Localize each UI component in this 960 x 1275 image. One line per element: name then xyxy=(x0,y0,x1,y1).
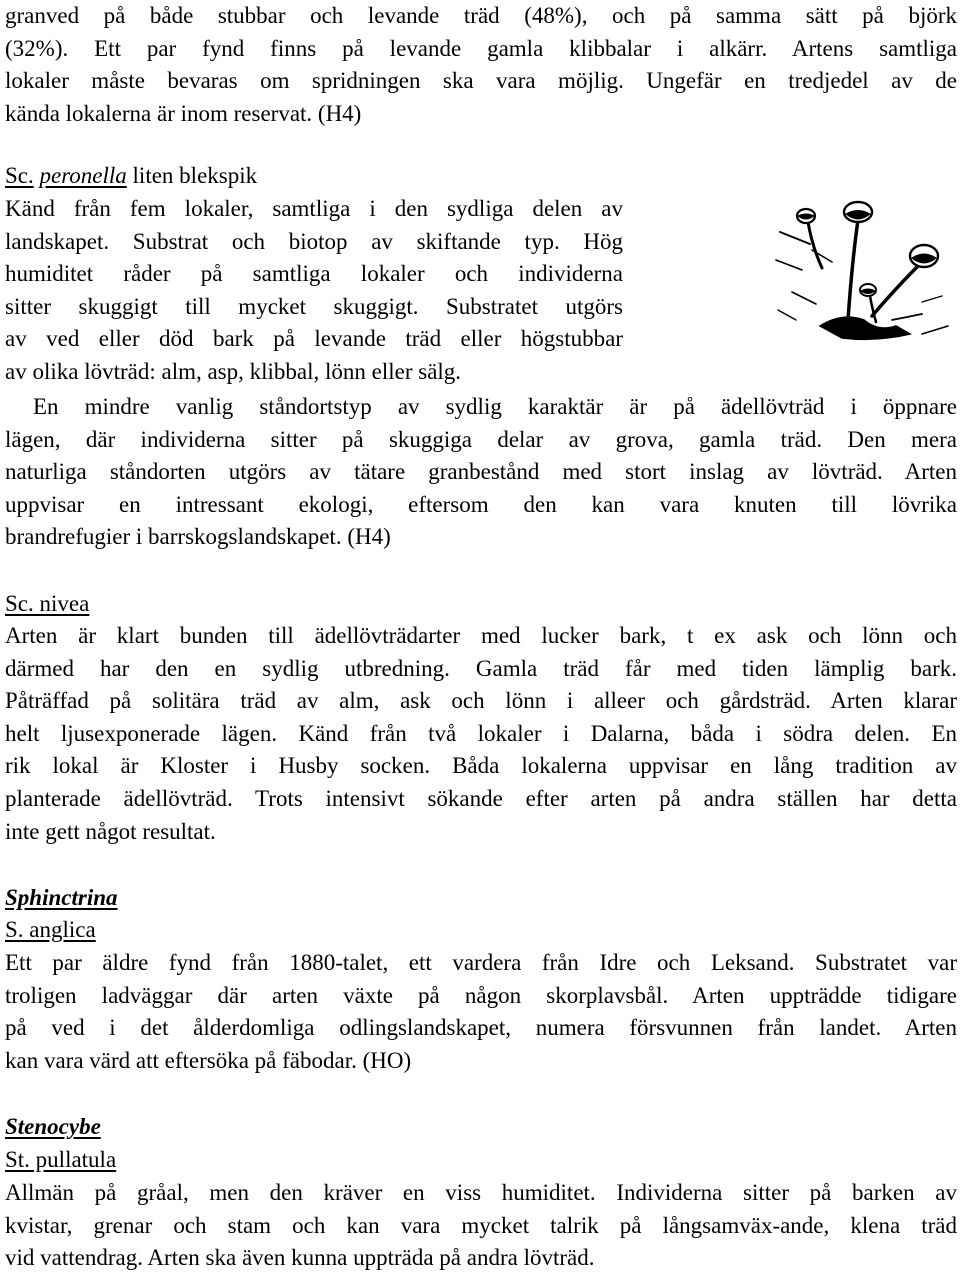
genus-heading-sphinctrina xyxy=(5,882,118,915)
anglica-line: troligen ladväggar där arten växte på någon skorplavsbål. Arten uppträdde tidigare xyxy=(5,982,957,1008)
pullatula-line: Allmän på gråal, men den kräver en viss humiditet. Individerna sitter på barken av xyxy=(5,1180,957,1205)
peronella-paragraph xyxy=(5,193,623,389)
species-epithet: peronella xyxy=(39,163,127,188)
nivea-paragraph xyxy=(5,620,957,848)
intro-line: lokaler måste bevaras om spridningen ska vara möjlig. Ungefär en tredjedel av de xyxy=(5,68,957,94)
species-heading-anglica xyxy=(5,914,96,947)
pullatula-paragraph xyxy=(5,1177,957,1275)
peronella-line: uppvisar en intressant ekologi, eftersom den kan vara knuten till lövrika xyxy=(5,491,957,517)
intro-line: kända lokalerna är inom reservat. (H4) xyxy=(5,100,362,126)
species-heading-nivea xyxy=(5,588,89,621)
anglica-line: kan vara värd att eftersöka på fäbodar. (HO) xyxy=(5,1047,412,1073)
species-name: Sc. nivea xyxy=(5,591,90,616)
nivea-line: planterade ädellövträd. Trots intensivt sökande efter arten på andra ställen har detta xyxy=(5,785,957,811)
nivea-line: rik lokal är Kloster i Husby socken. Båda lokalerna uppvisar en lång tradition av xyxy=(5,753,957,779)
peronella-line: Känd från fem lokaler, samtliga i den sydliga delen av xyxy=(5,196,623,221)
nivea-line: helt ljusexponerade lägen. Känd från två lokaler i Dalarna, båda i södra delen. En xyxy=(5,720,957,746)
peronella-line: av olika lövträd: alm, asp, klibbal, lönn eller sälg. xyxy=(5,358,462,384)
peronella-line: En mindre vanlig ståndortstyp av sydlig karaktär är på ädellövträd i öppnare xyxy=(33,394,957,419)
common-name: liten blekspik xyxy=(132,163,258,188)
intro-line: (32%). Ett par fynd finns på levande gamla klibbalar i alkärr. Artens samtliga xyxy=(5,35,957,61)
nivea-line: Påträffad på solitära träd av alm, ask och lönn i alleer och gårdsträd. Arten klarar xyxy=(5,688,957,714)
peronella-line: lägen, där individerna sitter på skuggiga delar av grova, gamla träd. Den mera xyxy=(5,426,957,452)
peronella-line: sitter skuggigt till mycket skuggigt. Substratet utgörs xyxy=(5,293,623,319)
peronella-line: naturliga ståndorten utgörs av tätare granbestånd med stort inslag av lövträd. Arten xyxy=(5,459,957,485)
peronella-line: brandrefugier i barrskogslandskapet. (H4) xyxy=(5,524,391,550)
nivea-line: Arten är klart bunden till ädellövträdarter med lucker bark, t ex ask och lönn och xyxy=(5,623,957,648)
peronella-line: humiditet råder på samtliga lokaler och individerna xyxy=(5,261,623,287)
peronella-line: landskapet. Substrat och biotop av skiftande typ. Hög xyxy=(5,228,623,254)
anglica-line: Ett par äldre fynd från 1880-talet, ett vardera från Idre och Leksand. Substratet var xyxy=(5,950,957,975)
species-heading-peronella xyxy=(5,160,257,193)
genus-name: Sphinctrina xyxy=(5,885,118,910)
anglica-line: på ved i det ålderdomliga odlingslandskapet, numera försvunnen från landet. Arten xyxy=(5,1015,957,1041)
peronella-line: av ved eller död bark på levande träd eller högstubbar xyxy=(5,326,623,352)
peronella-paragraph-2 xyxy=(5,391,957,554)
nivea-line: därmed har den en sydlig utbredning. Gamla träd får med tiden lämplig bark. xyxy=(5,655,957,681)
intro-paragraph xyxy=(5,0,957,130)
genus-name: Stenocybe xyxy=(5,1114,101,1139)
lichen-illustration xyxy=(772,192,952,342)
pullatula-line: kvistar, grenar och stam och kan vara mycket talrik på långsamväx-ande, klena träd xyxy=(5,1212,957,1238)
pullatula-line: vid vattendrag. Arten ska även kunna uppträda på andra lövträd. xyxy=(5,1245,595,1271)
nivea-line: inte gett något resultat. xyxy=(5,818,216,844)
anglica-paragraph xyxy=(5,947,957,1077)
species-heading-pullatula xyxy=(5,1144,116,1177)
genus-abbr: Sc. xyxy=(5,163,34,188)
intro-line: granved på både stubbar och levande träd (48%), och på samma sätt på björk xyxy=(5,3,957,28)
genus-heading-stenocybe xyxy=(5,1111,101,1144)
species-name: S. anglica xyxy=(5,917,96,942)
species-name: St. pullatula xyxy=(5,1147,117,1172)
